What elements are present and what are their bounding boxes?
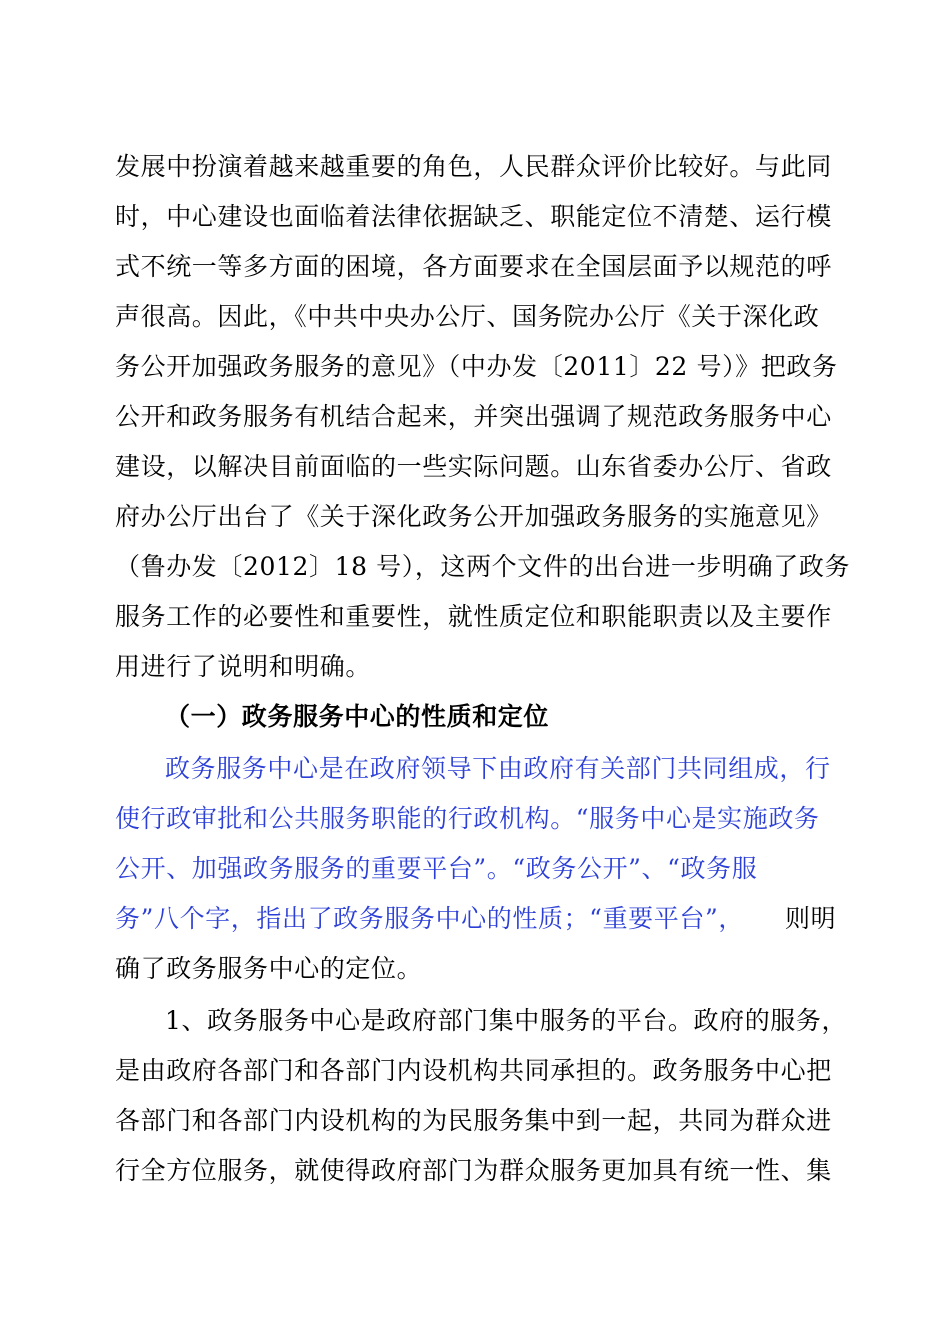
paragraph-3-line-3: 各部门和各部门内设机构的为民服务集中到一起，共同为群众进	[115, 1106, 832, 1135]
paragraph-1-line-2: 时，中心建设也面临着法律依据缺乏、职能定位不清楚、运行模	[115, 202, 832, 231]
paragraph-3-line-2: 是由政府各部门和各部门内设机构共同承担的。政务服务中心把	[115, 1056, 832, 1085]
text-line	[0, 902, 950, 936]
text-line	[0, 200, 950, 234]
paragraph-2-line-1: 政务服务中心是在政府领导下由政府有关部门共同组成，行	[165, 754, 831, 783]
paragraph-1-line-11: 用进行了说明和明确。	[115, 652, 372, 681]
text-line	[0, 350, 950, 384]
paragraph-2-line-3: 公开、加强政务服务的重要平台”。“政务公开”、“政务服	[115, 854, 758, 883]
text-line	[0, 550, 950, 584]
text-line	[0, 600, 950, 634]
paragraph-1-line-7: 建设，以解决目前面临的一些实际问题。山东省委办公厅、省政	[115, 452, 832, 481]
paragraph-1-line-5: 务公开加强政务服务的意见》（中办发〔2011〕22 号）》把政务	[115, 352, 838, 381]
paragraph-1-line-1: 发展中扮演着越来越重要的角色，人民群众评价比较好。与此同	[115, 152, 832, 181]
paragraph-2-line-4-highlight: 务”八个字，指出了政务服务中心的性质；“重要平台”，	[115, 904, 744, 933]
paragraph-2-line-5: 确了政务服务中心的定位。	[115, 954, 423, 983]
section-heading-row	[0, 700, 950, 734]
text-line	[0, 752, 950, 786]
text-line	[0, 150, 950, 184]
text-line	[0, 650, 950, 684]
paragraph-2-line-4-tail: 则明	[785, 904, 837, 933]
section-heading: （一）政务服务中心的性质和定位	[165, 702, 550, 731]
text-line	[0, 500, 950, 534]
paragraph-1-line-4: 声很高。因此，《中共中央办公厅、国务院办公厅《关于深化政	[115, 302, 820, 331]
text-line	[0, 852, 950, 886]
text-line	[0, 1154, 950, 1188]
text-line	[0, 300, 950, 334]
text-line	[0, 952, 950, 986]
text-line	[0, 1004, 950, 1038]
text-line	[0, 450, 950, 484]
text-line	[0, 1104, 950, 1138]
paragraph-1-line-10: 服务工作的必要性和重要性，就性质定位和职能职责以及主要作	[115, 602, 832, 631]
paragraph-1-line-8: 府办公厅出台了《关于深化政务公开加强政务服务的实施意见》	[115, 502, 832, 531]
paragraph-1-line-6: 公开和政务服务有机结合起来，并突出强调了规范政务服务中心	[115, 402, 832, 431]
paragraph-3-line-1: 1、政务服务中心是政府部门集中服务的平台。政府的服务，	[165, 1006, 848, 1035]
text-line	[0, 400, 950, 434]
paragraph-1-line-9: （鲁办发〔2012〕18 号），这两个文件的出台进一步明确了政务	[115, 552, 851, 581]
text-line	[0, 802, 950, 836]
paragraph-2-line-2: 使行政审批和公共服务职能的行政机构。“服务中心是实施政务	[115, 804, 820, 833]
text-line	[0, 250, 950, 284]
paragraph-1-line-3: 式不统一等多方面的困境，各方面要求在全国层面予以规范的呼	[115, 252, 832, 281]
text-line	[0, 1054, 950, 1088]
paragraph-3-line-4: 行全方位服务，就使得政府部门为群众服务更加具有统一性、集	[115, 1156, 832, 1185]
